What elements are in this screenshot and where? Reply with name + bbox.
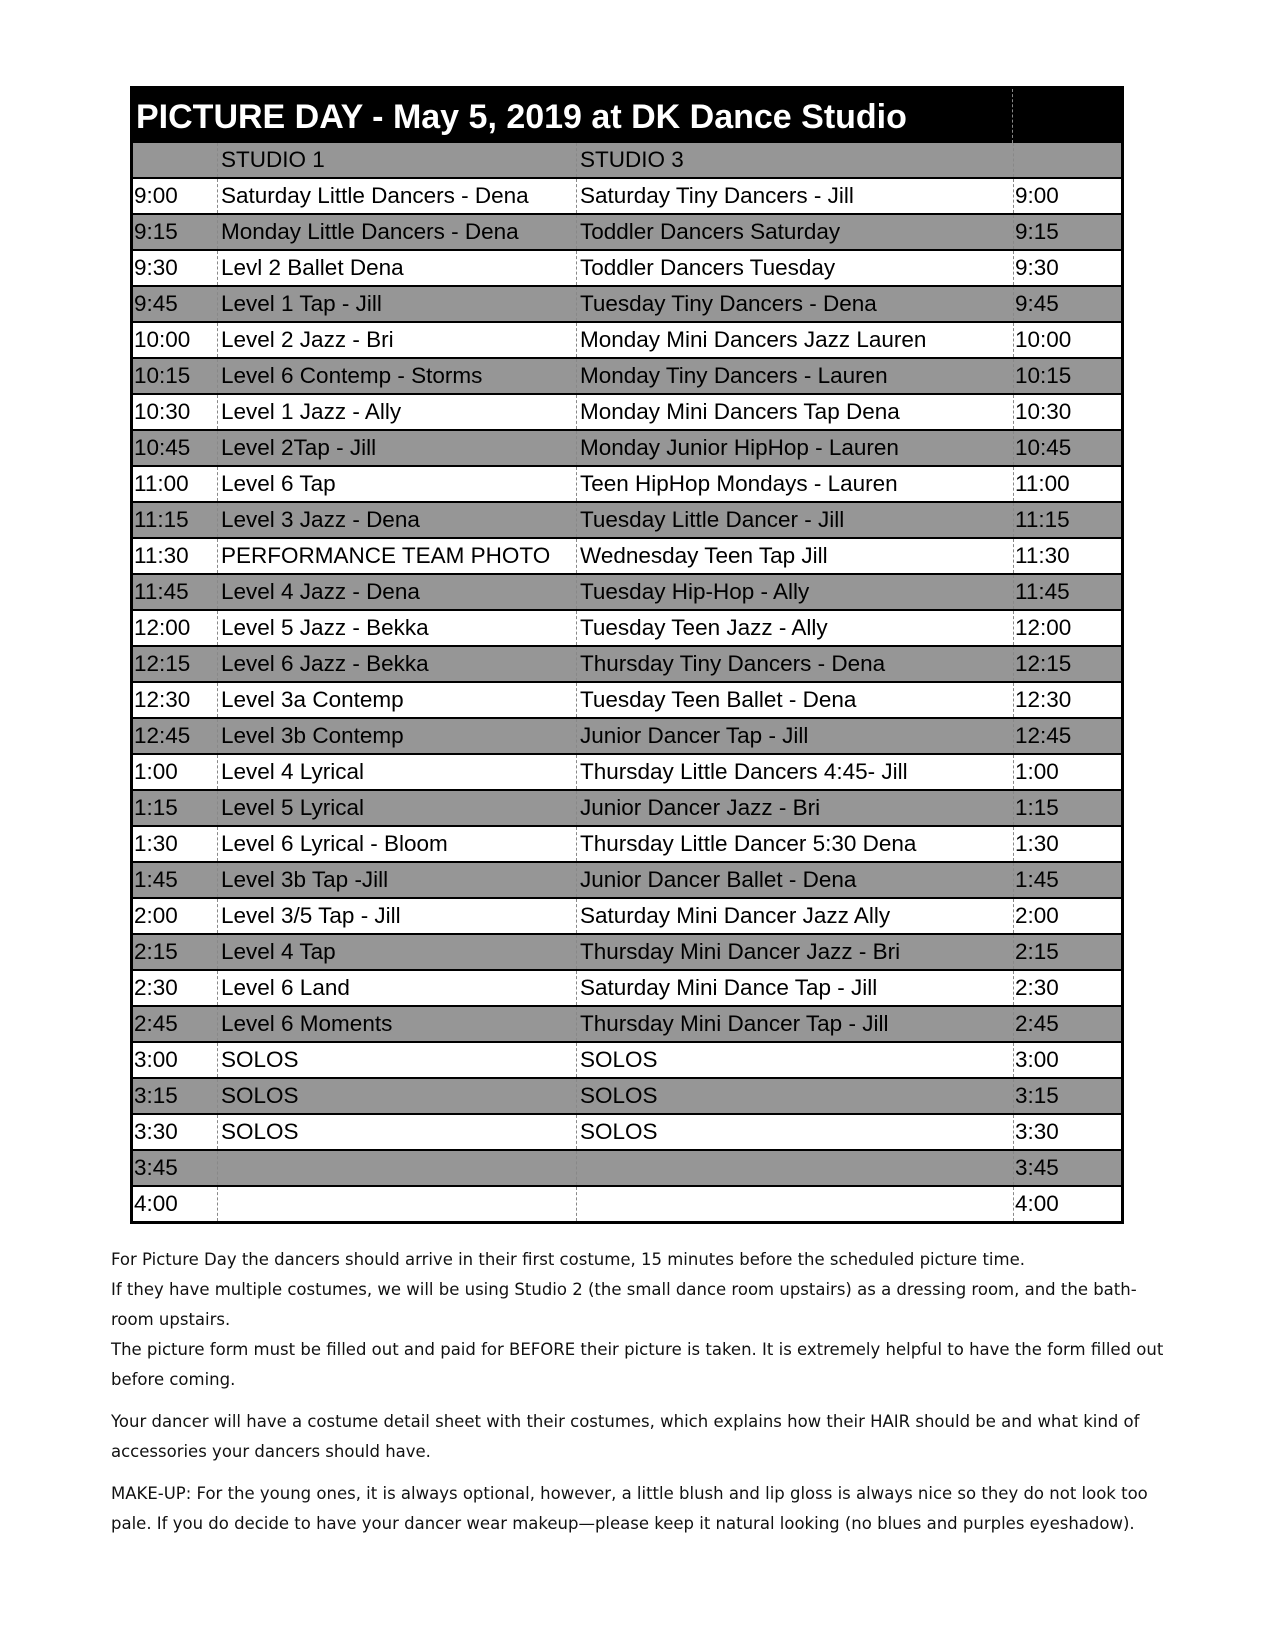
row-time-right: 10:45 — [1013, 431, 1121, 465]
schedule-row — [133, 825, 1121, 861]
row-studio1: Level 3b Contemp — [217, 719, 576, 753]
row-studio3: Tuesday Teen Ballet - Dena — [576, 683, 1013, 717]
row-time: 9:45 — [134, 291, 178, 316]
note-arrival: For Picture Day the dancers should arrive in their first costume, 15 minutes before the scheduled picture time. — [111, 1250, 1025, 1269]
row-studio3: Toddler Dancers Tuesday — [576, 251, 1013, 285]
row-studio3: Thursday Little Dancer 5:30 Dena — [576, 827, 1013, 861]
schedule-row — [133, 393, 1121, 429]
row-time-right: 9:30 — [1013, 251, 1121, 285]
row-time: 10:30 — [134, 399, 191, 424]
row-time-right: 9:00 — [1013, 179, 1121, 213]
row-studio1: SOLOS — [217, 1115, 576, 1149]
row-studio1: Level 6 Jazz - Bekka — [217, 647, 576, 681]
row-time-right: 3:15 — [1013, 1079, 1121, 1113]
schedule-row — [133, 609, 1121, 645]
schedule-row — [133, 249, 1121, 285]
schedule-row — [133, 753, 1121, 789]
row-time: 11:30 — [134, 543, 189, 568]
schedule-row — [133, 537, 1121, 573]
row-studio1: Levl 2 Ballet Dena — [217, 251, 576, 285]
row-studio1: Level 2 Jazz - Bri — [217, 323, 576, 357]
row-time-right: 3:00 — [1013, 1043, 1121, 1077]
row-studio3: Monday Junior HipHop - Lauren — [576, 431, 1013, 465]
row-time-right: 3:30 — [1013, 1115, 1121, 1149]
title-spacer — [1012, 89, 1121, 143]
row-time: 1:30 — [134, 831, 178, 856]
row-studio1: SOLOS — [217, 1043, 576, 1077]
row-time-right: 2:00 — [1013, 899, 1121, 933]
row-time-right: 11:15 — [1013, 503, 1121, 537]
row-time-right: 1:45 — [1013, 863, 1121, 897]
row-studio3: Monday Tiny Dancers - Lauren — [576, 359, 1013, 393]
schedule-row — [133, 861, 1121, 897]
row-time: 2:45 — [134, 1011, 178, 1036]
note-costume-sheet: Your dancer will have a costume detail sheet with their costumes, which explains how their HAIR should be and what kind of accessories your dancers should have. — [111, 1412, 1140, 1461]
row-time-right: 12:15 — [1013, 647, 1121, 681]
row-studio1: PERFORMANCE TEAM PHOTO — [217, 539, 576, 573]
row-studio3: Tuesday Teen Jazz - Ally — [576, 611, 1013, 645]
row-time: 10:45 — [134, 435, 191, 460]
row-time: 3:15 — [134, 1083, 178, 1108]
row-studio1: Level 6 Moments — [217, 1007, 576, 1041]
schedule-row — [133, 357, 1121, 393]
row-time: 12:00 — [134, 615, 191, 640]
row-time: 11:45 — [134, 579, 189, 604]
row-time-right: 2:45 — [1013, 1007, 1121, 1041]
row-time: 1:45 — [134, 867, 178, 892]
row-time: 2:15 — [134, 939, 178, 964]
row-time: 9:15 — [134, 219, 178, 244]
row-studio1: Monday Little Dancers - Dena — [217, 215, 576, 249]
schedule-row — [133, 213, 1121, 249]
row-studio3: SOLOS — [576, 1079, 1013, 1113]
column-header-studio1: STUDIO 1 — [217, 143, 576, 177]
row-studio1: Level 5 Jazz - Bekka — [217, 611, 576, 645]
row-studio1: Level 4 Lyrical — [217, 755, 576, 789]
row-time: 2:30 — [134, 975, 178, 1000]
row-studio1: Level 4 Tap — [217, 935, 576, 969]
schedule-row — [133, 465, 1121, 501]
row-time: 3:00 — [134, 1047, 178, 1072]
row-time-right: 11:45 — [1013, 575, 1121, 609]
schedule-table — [130, 86, 1124, 1224]
row-time: 11:00 — [134, 471, 189, 496]
row-studio1: Level 3b Tap -Jill — [217, 863, 576, 897]
note-dressing-room: If they have multiple costumes, we will be using Studio 2 (the small dance room upstairs) as a dressing room, and the bath-room upstairs. — [111, 1280, 1137, 1329]
schedule-row — [133, 645, 1121, 681]
schedule-row — [133, 1149, 1121, 1185]
row-time-right: 2:15 — [1013, 935, 1121, 969]
row-time-right: 10:00 — [1013, 323, 1121, 357]
row-studio3: SOLOS — [576, 1115, 1013, 1149]
row-time-right: 2:30 — [1013, 971, 1121, 1005]
schedule-rows — [133, 177, 1121, 1221]
row-studio1: Level 6 Lyrical - Bloom — [217, 827, 576, 861]
schedule-row — [133, 897, 1121, 933]
schedule-row — [133, 1077, 1121, 1113]
schedule-row — [133, 717, 1121, 753]
row-studio3: Tuesday Tiny Dancers - Dena — [576, 287, 1013, 321]
row-studio3: Thursday Tiny Dancers - Dena — [576, 647, 1013, 681]
schedule-row — [133, 1005, 1121, 1041]
column-header-time — [133, 143, 217, 177]
row-studio1 — [217, 1151, 576, 1185]
row-studio3: Wednesday Teen Tap Jill — [576, 539, 1013, 573]
note-picture-form: The picture form must be filled out and paid for BEFORE their picture is taken. It is extremely helpful to have the form filled out before coming. — [111, 1340, 1164, 1389]
row-studio3: Junior Dancer Tap - Jill — [576, 719, 1013, 753]
row-studio3: Thursday Little Dancers 4:45- Jill — [576, 755, 1013, 789]
row-studio3: SOLOS — [576, 1043, 1013, 1077]
row-time: 10:15 — [134, 363, 191, 388]
row-studio3: Toddler Dancers Saturday — [576, 215, 1013, 249]
row-studio3: Saturday Tiny Dancers - Jill — [576, 179, 1013, 213]
row-time-right: 10:15 — [1013, 359, 1121, 393]
row-time: 12:45 — [134, 723, 191, 748]
schedule-row — [133, 969, 1121, 1005]
row-time-right: 10:30 — [1013, 395, 1121, 429]
schedule-row — [133, 933, 1121, 969]
row-studio3: Junior Dancer Ballet - Dena — [576, 863, 1013, 897]
row-studio3: Thursday Mini Dancer Jazz - Bri — [576, 935, 1013, 969]
row-time: 9:00 — [134, 183, 178, 208]
row-studio1: Level 6 Contemp - Storms — [217, 359, 576, 393]
row-time-right: 12:00 — [1013, 611, 1121, 645]
row-studio3: Teen HipHop Mondays - Lauren — [576, 467, 1013, 501]
row-studio3: Monday Mini Dancers Tap Dena — [576, 395, 1013, 429]
schedule-row — [133, 681, 1121, 717]
schedule-row — [133, 573, 1121, 609]
schedule-row — [133, 1185, 1121, 1221]
row-time: 10:00 — [134, 327, 191, 352]
row-time: 12:15 — [134, 651, 191, 676]
schedule-row — [133, 429, 1121, 465]
row-studio3: Junior Dancer Jazz - Bri — [576, 791, 1013, 825]
row-studio1: Level 1 Tap - Jill — [217, 287, 576, 321]
row-studio1: Level 3a Contemp — [217, 683, 576, 717]
row-studio3: Saturday Mini Dancer Jazz Ally — [576, 899, 1013, 933]
schedule-row — [133, 177, 1121, 213]
page-title: PICTURE DAY - May 5, 2019 at DK Dance Studio — [136, 98, 907, 136]
column-header-time-right — [1013, 143, 1121, 177]
schedule-row — [133, 1113, 1121, 1149]
row-time-right: 12:45 — [1013, 719, 1121, 753]
schedule-row — [133, 285, 1121, 321]
row-time-right: 9:45 — [1013, 287, 1121, 321]
row-studio1 — [217, 1187, 576, 1221]
row-studio1: Saturday Little Dancers - Dena — [217, 179, 576, 213]
row-studio3: Saturday Mini Dance Tap - Jill — [576, 971, 1013, 1005]
column-header-studio3: STUDIO 3 — [576, 143, 1013, 177]
row-studio3: Monday Mini Dancers Jazz Lauren — [576, 323, 1013, 357]
row-time-right: 3:45 — [1013, 1151, 1121, 1185]
row-time: 4:00 — [134, 1191, 178, 1216]
row-studio1: Level 3 Jazz - Dena — [217, 503, 576, 537]
schedule-row — [133, 1041, 1121, 1077]
row-time: 9:30 — [134, 255, 178, 280]
row-time-right: 11:00 — [1013, 467, 1121, 501]
title-row — [133, 89, 1121, 143]
row-studio3: Tuesday Hip-Hop - Ally — [576, 575, 1013, 609]
schedule-row — [133, 501, 1121, 537]
row-studio3 — [576, 1151, 1013, 1185]
row-time: 3:30 — [134, 1119, 178, 1144]
row-studio1: Level 2Tap - Jill — [217, 431, 576, 465]
row-time-right: 12:30 — [1013, 683, 1121, 717]
row-studio3 — [576, 1187, 1013, 1221]
schedule-row — [133, 321, 1121, 357]
row-time-right: 1:00 — [1013, 755, 1121, 789]
row-time-right: 9:15 — [1013, 215, 1121, 249]
row-studio3: Tuesday Little Dancer - Jill — [576, 503, 1013, 537]
instructions — [111, 1245, 1171, 1539]
row-studio1: Level 5 Lyrical — [217, 791, 576, 825]
row-time: 3:45 — [134, 1155, 178, 1180]
row-time-right: 11:30 — [1013, 539, 1121, 573]
row-time: 1:15 — [134, 795, 178, 820]
row-time: 2:00 — [134, 903, 178, 928]
row-time: 12:30 — [134, 687, 191, 712]
row-time: 1:00 — [134, 759, 178, 784]
row-time-right: 1:15 — [1013, 791, 1121, 825]
row-time: 11:15 — [134, 507, 189, 532]
row-time-right: 4:00 — [1013, 1187, 1121, 1221]
row-studio1: SOLOS — [217, 1079, 576, 1113]
row-studio3: Thursday Mini Dancer Tap - Jill — [576, 1007, 1013, 1041]
row-studio1: Level 3/5 Tap - Jill — [217, 899, 576, 933]
row-studio1: Level 6 Land — [217, 971, 576, 1005]
column-header-row — [133, 143, 1121, 177]
schedule-row — [133, 789, 1121, 825]
row-studio1: Level 4 Jazz - Dena — [217, 575, 576, 609]
row-time-right: 1:30 — [1013, 827, 1121, 861]
row-studio1: Level 6 Tap — [217, 467, 576, 501]
note-makeup: MAKE-UP: For the young ones, it is always optional, however, a little blush and lip gloss is always nice so they do not look too pale. If you do decide to have your dancer wear makeup—please keep it natural looking (no blues and purples eyeshadow). — [111, 1484, 1148, 1533]
row-studio1: Level 1 Jazz - Ally — [217, 395, 576, 429]
